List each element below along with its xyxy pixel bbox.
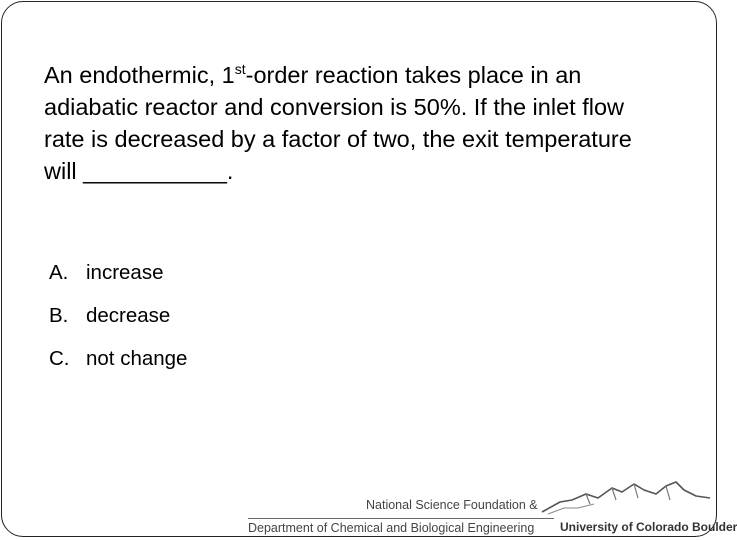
choice-a: [49, 261, 187, 304]
question-superscript: st: [234, 61, 246, 77]
nsf-credit: National Science Foundation &: [366, 498, 538, 512]
choice-a-label: increase: [86, 261, 164, 284]
question-text-before: An endothermic, 1: [44, 62, 235, 88]
answer-choices: [49, 261, 187, 390]
slide-frame: [1, 1, 737, 537]
footer-divider: [248, 518, 554, 519]
choice-b: [49, 304, 187, 347]
question-text-after: -order reaction takes place in an adiabatic reactor and conversion is 50%. If the inlet flow rate is decreased by a factor of two, the exit temperature will ___________.: [44, 62, 632, 184]
choice-c-label: not change: [86, 347, 188, 370]
footer-logos: [242, 474, 737, 538]
choice-c: [49, 347, 187, 390]
choice-c-letter: C.: [49, 347, 70, 370]
choice-a-letter: A.: [49, 261, 69, 284]
choice-b-letter: B.: [49, 304, 69, 327]
choice-b-label: decrease: [86, 304, 171, 327]
question-text: [44, 59, 664, 187]
university-logo-text: University of Colorado Boulder: [560, 520, 737, 534]
flatirons-mountain-logo: [538, 478, 714, 520]
department-credit: Department of Chemical and Biological Engineering: [248, 521, 535, 535]
